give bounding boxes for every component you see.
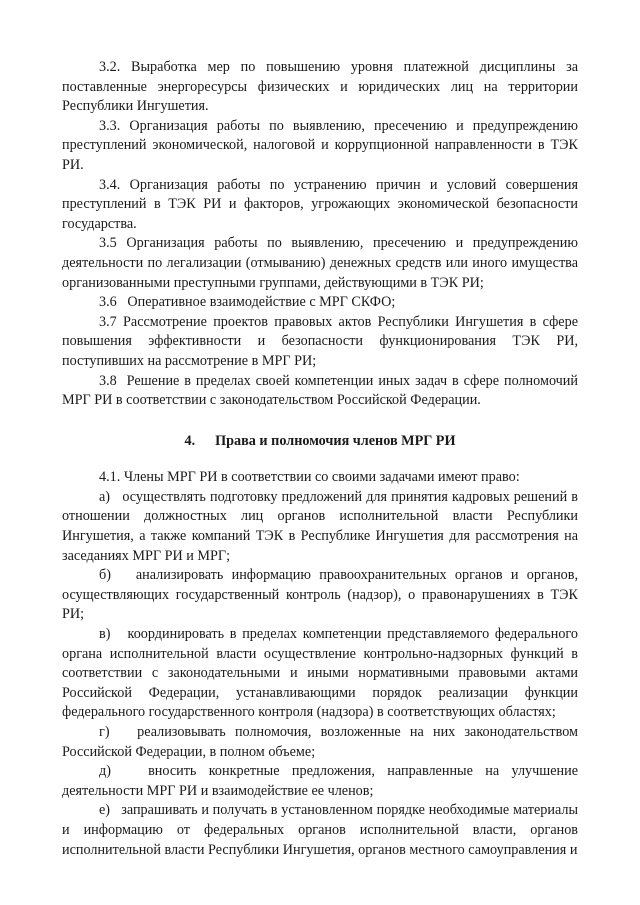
paragraph-3-6: 3.6 Оперативное взаимодействие с МРГ СКФО; [99,294,396,311]
section-4-number: 4. [184,432,196,449]
section-4-title: Права и полномочия членов МРГ РИ [215,432,456,449]
paragraph-3-7: 3.7 Рассмотрение проектов правовых актов Республики Ингушетия в сфере повышения эффективности и безопасности функционирования ТЭК РИ, поступивших на рассмотрение в МРГ РИ; [62,313,578,369]
list-item-d: д) вносить конкретные предложения, направленные на улучшение деятельности МРГ РИ и взаимодействие ее членов; [62,763,582,799]
paragraph-3-5: 3.5 Организация работы по выявлению, пресечению и предупреждению деятельности по легализации (отмыванию) денежных средств или иного имущества организованными преступными группами, действующими в ТЭК РИ; [62,235,578,291]
list-item-v: в) координировать в пределах компетенции представляемого федерального органа исполнительной власти осуществление контрольно-надзорных функций в соответствии с законодательными и иными нормативными правовыми актами Российской Федерации, устанавливающими порядок реализации функции федерального государственного контроля (надзора) в соответствующих областях; [62,626,582,721]
paragraph-3-2: 3.2. Выработка мер по повышению уровня платежной дисциплины за поставленные энергоресурсы физических и юридических лиц на территории Республики Ингушетия. [62,59,578,115]
list-item-e: е) запрашивать и получать в установленном порядке необходимые материалы и информацию от федеральных органов исполнительной власти, органов исполнительной власти Республики Ингушетия, органов местного самоуправления и [62,802,582,858]
paragraph-3-4: 3.4. Организация работы по устранению причин и условий совершения преступлений в ТЭК РИ и факторов, угрожающих экономической безопасности государства. [62,176,578,232]
document-page [62,58,582,860]
list-item-b: б) анализировать информацию правоохранительных органов и органов, осуществляющих государственный контроль (надзор), о правонарушениях в ТЭК РИ; [62,567,582,623]
paragraph-3-3: 3.3. Организация работы по выявлению, пресечению и предупреждению преступлений экономической, налоговой и коррупционной направленности в ТЭК РИ. [62,117,578,173]
list-item-a: а) осуществлять подготовку предложений для принятия кадровых решений в отношении должностных лиц органов исполнительной власти Республики Ингушетия, а также компаний ТЭК в Республике Ингушетия для рассмотрения на заседаниях МРГ РИ и МРГ; [62,488,582,564]
paragraph-3-8: 3.8 Решение в пределах своей компетенции иных задач в сфере полномочий МРГ РИ в соответствии с законодательством Российской Федерации. [62,372,582,409]
section-4-heading [62,432,578,452]
paragraph-4-1: 4.1. Члены МРГ РИ в соответствии со своими задачами имеют право: [99,469,520,486]
list-item-g: г) реализовывать полномочия, возложенные на них законодательством Российской Федерации, в полном объеме; [62,724,582,760]
